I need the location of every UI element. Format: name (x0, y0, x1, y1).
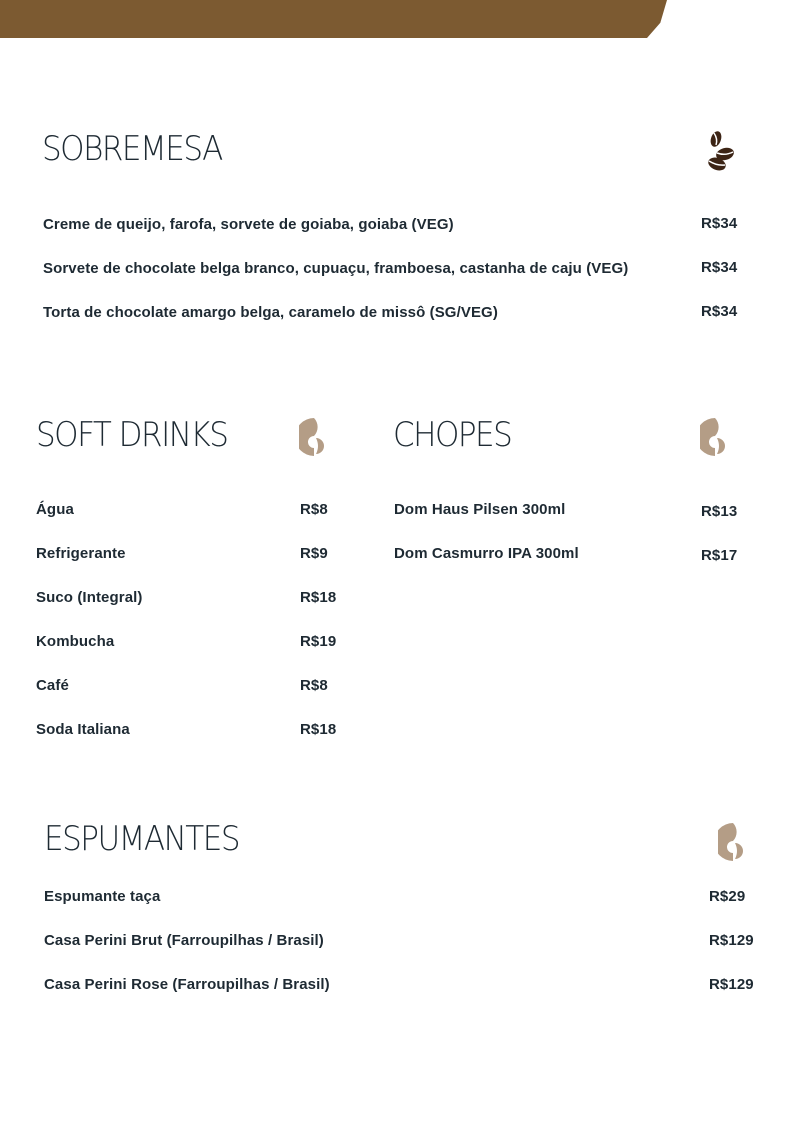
item-price: R$9 (300, 545, 328, 562)
item-price: R$129 (709, 976, 754, 993)
item-name: Kombucha (36, 633, 115, 650)
split-circle-icon (299, 417, 329, 457)
section-title: ESPUMANTES (44, 820, 239, 859)
item-price: R$19 (300, 633, 337, 650)
item-price: R$29 (709, 888, 746, 905)
item-name: Dom Haus Pilsen 300ml (394, 501, 566, 518)
section-title: SOFT DRINKS (36, 416, 228, 455)
item-price: R$34 (701, 259, 738, 276)
split-circle-icon (718, 822, 748, 862)
item-name: Refrigerante (36, 545, 126, 562)
item-price: R$8 (300, 501, 328, 518)
section-title: CHOPES (393, 416, 512, 455)
item-price: R$17 (701, 547, 738, 564)
header-band (0, 0, 667, 38)
item-name: Suco (Integral) (36, 589, 143, 606)
item-price: R$18 (300, 721, 337, 738)
item-price: R$18 (300, 589, 337, 606)
item-name: Creme de queijo, farofa, sorvete de goiaba, goiaba (VEG) (43, 216, 454, 233)
item-price: R$13 (701, 503, 738, 520)
item-name: Soda Italiana (36, 721, 130, 738)
item-price: R$34 (701, 215, 738, 232)
coffee-beans-icon (703, 130, 739, 174)
item-price: R$34 (701, 303, 738, 320)
item-name: Café (36, 677, 69, 694)
item-name: Sorvete de chocolate belga branco, cupuaçu, framboesa, castanha de caju (VEG) (43, 260, 629, 277)
item-name: Espumante taça (44, 888, 161, 905)
item-name: Dom Casmurro IPA 300ml (394, 545, 579, 562)
item-name: Torta de chocolate amargo belga, caramelo de missô (SG/VEG) (43, 304, 498, 321)
item-name: Casa Perini Brut (Farroupilhas / Brasil) (44, 932, 324, 949)
item-price: R$129 (709, 932, 754, 949)
split-circle-icon (700, 417, 730, 457)
item-price: R$8 (300, 677, 328, 694)
item-name: Casa Perini Rose (Farroupilhas / Brasil) (44, 976, 330, 993)
section-title: SOBREMESA (42, 130, 222, 169)
item-name: Água (36, 501, 74, 518)
